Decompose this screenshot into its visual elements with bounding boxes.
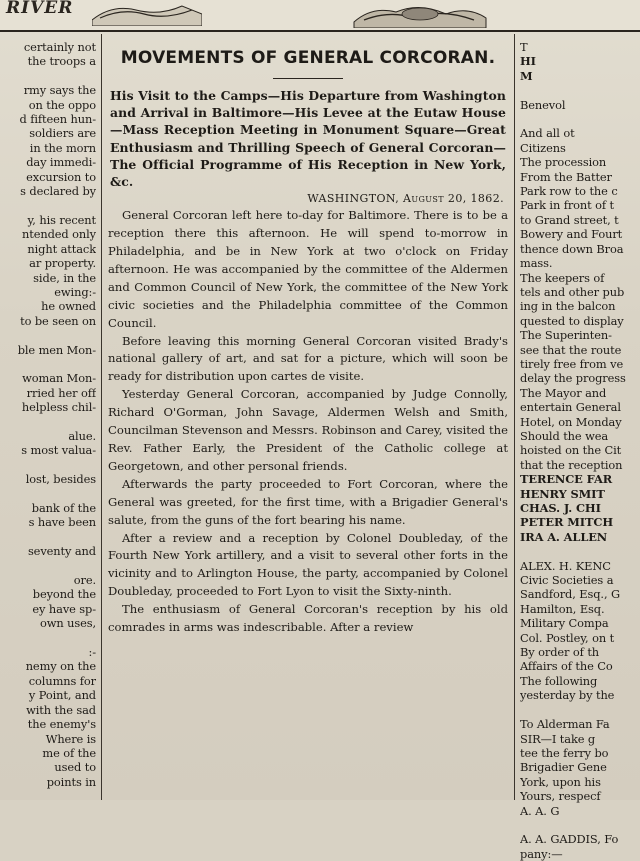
right-column-line: hoisted on the Cit	[520, 443, 622, 458]
right-column-line: And all ot	[520, 126, 575, 141]
left-column-line: ntended only	[21, 227, 96, 242]
left-column-line: s most valua-	[21, 443, 96, 458]
column-rule-right	[514, 34, 515, 800]
left-column-line: excursion to	[26, 169, 96, 184]
left-column-line: me of the	[42, 745, 96, 760]
article-paragraph: After a review and a reception by Colonel Doubleday, of the Fourth New York artillery, and a visit to several other forts in the vicinity and to Arlington House, the party, accompanied by Colonel Doubleday, proceeded to Fort Lyon to visit the Sixty-ninth.	[108, 530, 508, 599]
left-column-line: night attack	[27, 241, 96, 256]
right-column-line: entertain General	[520, 400, 621, 415]
left-column-line	[0, 69, 96, 83]
right-column-line	[520, 818, 640, 832]
right-column-line: ing in the balcon	[520, 299, 616, 314]
right-column-line: A. A. G	[520, 803, 560, 818]
headline-rule	[273, 78, 343, 79]
left-column-line: he owned	[41, 299, 96, 314]
right-column-line: The keepers of	[520, 270, 605, 285]
left-column-line: used to	[54, 760, 96, 775]
right-column-line: Yours, respecf	[520, 789, 601, 804]
left-column-line: in the morn	[29, 140, 96, 155]
left-column-line: ore.	[73, 573, 96, 588]
right-column-line: HI	[520, 54, 536, 69]
right-column-line: tee the ferry bo	[520, 745, 609, 760]
left-column-line: bank of the	[31, 501, 96, 515]
right-column-line: To Alderman Fa	[520, 717, 610, 732]
column-rule-left	[101, 34, 102, 800]
left-column-line: side, in the	[33, 270, 96, 285]
left-column-line: to be seen on	[20, 313, 96, 328]
left-column-line	[0, 559, 96, 573]
left-column-line	[0, 198, 96, 212]
right-column-line: Benevol	[520, 97, 566, 112]
left-column-line: the enemy's	[27, 717, 96, 732]
left-column-line: helpless chil-	[21, 400, 96, 415]
left-column-line: woman Mon-	[22, 371, 96, 386]
left-column-line: seventy and	[27, 544, 96, 559]
article-paragraph: General Corcoran left here to-day for Baltimore. There is to be a reception there this afternoon. He will spend to-morrow in Philadelphia, and be in New York at two o'clock on Friday afternoon. He was accompanied by the committee of the Aldermen and Common Council of New York, the committee of the New York civic societies and the Philadelphia committee of the Common Council.	[108, 208, 508, 330]
engraving-right-illustration	[350, 0, 490, 28]
right-column-fragment	[520, 40, 640, 861]
right-column-line: Sandford, Esq., G	[520, 587, 620, 602]
article-paragraph: Yesterday General Corcoran, accompanied by Judge Connolly, Richard O'Gorman, John Savage, Aldermen Welsh and Smith, Councilman Stevenson and Messrs. Robinson and Carey, visited the Rev. Father Early, the President of the Catholic college at Georgetown, and other personal friends.	[108, 387, 508, 473]
right-column-line: SIR—I take g	[520, 731, 596, 746]
left-column-line	[0, 328, 96, 342]
right-column-line: HENRY SMIT	[520, 486, 605, 501]
right-column-line: tels and other pub	[520, 284, 625, 299]
left-column-line: points in	[46, 774, 96, 789]
left-column-line	[0, 357, 96, 371]
left-column-line: Where is	[45, 731, 96, 746]
left-column-line: rried her off	[26, 385, 96, 400]
right-column-line	[520, 112, 640, 126]
right-column-line: mass.	[520, 256, 553, 271]
right-column-line: Civic Societies a	[520, 573, 614, 588]
left-column-line: ble men Mon-	[17, 342, 96, 357]
right-column-line: From the Batter	[520, 169, 612, 184]
right-column-line: By order of th	[520, 645, 600, 660]
article-paragraph: The enthusiasm of General Corcoran's reception by his old comrades in arms was indescribable. After a review	[108, 602, 508, 635]
left-column-line: columns for	[28, 673, 96, 688]
left-column-line: s have been	[28, 515, 96, 530]
right-column-line: see that the route	[520, 342, 622, 357]
left-column-line: ewing:-	[54, 284, 96, 299]
right-column-line: Affairs of the Co	[520, 659, 613, 674]
left-column-line: lost, besides	[25, 472, 96, 487]
left-column-line: ar property.	[29, 256, 96, 271]
left-column-line: y, his recent	[27, 212, 96, 227]
left-column-line: with the sad	[26, 702, 96, 717]
right-column-line	[520, 544, 640, 558]
left-column-line: s declared by	[20, 184, 96, 199]
left-column-fragment	[0, 40, 96, 789]
left-column-line	[0, 415, 96, 429]
right-column-line: The Mayor and	[520, 385, 607, 400]
right-column-line: The procession	[520, 155, 607, 170]
left-column-line: the troops a	[27, 54, 96, 69]
left-column-line: nemy on the	[25, 659, 96, 674]
right-column-line: The Superinten-	[520, 328, 612, 343]
left-column-line: on the oppo	[28, 97, 96, 112]
right-column-line: that the reception	[520, 457, 623, 472]
left-column-line	[0, 631, 96, 645]
left-column-line	[0, 530, 96, 544]
right-column-line: Hotel, on Monday	[520, 414, 622, 429]
right-column-line: M	[520, 68, 533, 83]
article-paragraph: Afterwards the party proceeded to Fort Corcoran, where the General was greeted, for the first time, with a Brigadier General's salute, from the guns of the fort bearing his name.	[108, 476, 508, 527]
right-column-line	[520, 703, 640, 717]
right-column-line: CHAS. J. CHI	[520, 501, 601, 515]
right-column-line: tirely free from ve	[520, 356, 624, 371]
right-column-line: The following	[520, 673, 598, 688]
right-column-line: Col. Postley, on t	[520, 630, 615, 645]
left-column-line: own uses,	[39, 616, 96, 631]
right-column-line: quested to display	[520, 313, 624, 328]
right-column-line: Park in front of t	[520, 198, 615, 213]
right-column-line: ALEX. H. KENC	[520, 558, 611, 573]
engraving-left-illustration	[92, 0, 202, 26]
right-column-line: pany:—	[520, 846, 563, 861]
right-column-line: Hamilton, Esq.	[520, 601, 605, 616]
right-column-line: to Grand street, t	[520, 212, 619, 227]
article-headline: MOVEMENTS OF GENERAL CORCORAN.	[120, 48, 496, 68]
left-column-line: rmy says the	[23, 83, 96, 98]
article-main	[106, 44, 510, 637]
right-column-line: thence down Broa	[520, 241, 624, 256]
left-column-line: certainly not	[23, 40, 96, 54]
right-column-line: T	[520, 40, 528, 54]
right-column-line: Should the wea	[520, 428, 609, 443]
left-column-line: soldiers are	[29, 126, 96, 141]
right-column-line: Park row to the c	[520, 184, 618, 199]
right-column-line: Brigadier Gene	[520, 760, 607, 775]
left-column-line	[0, 487, 96, 501]
right-column-line: TERENCE FAR	[520, 472, 613, 487]
article-dateline: WASHINGTON, August 20, 1862.	[307, 192, 504, 206]
right-column-line: PETER MITCH	[520, 515, 613, 530]
left-column-line: d fifteen hun-	[19, 112, 96, 127]
right-column-line	[520, 83, 640, 97]
left-column-line	[0, 458, 96, 472]
right-column-line: yesterday by the	[520, 688, 615, 703]
right-column-line: Citizens	[520, 140, 566, 155]
banner-river-text: RIVER	[6, 0, 74, 18]
article-body	[106, 207, 510, 637]
article-paragraph: Before leaving this morning General Corcoran visited Brady's national gallery of art, and sat for a picture, which will soon be ready for distribution upon cartes de visite.	[108, 333, 508, 384]
article-subhead: His Visit to the Camps—His Departure from Washington and Arrival in Baltimore—His Levee at the Eutaw House—Mass Reception Meeting in Monument Square—Great Enthusiasm and Thrilling Speech of General Corcoran—The Official Programme of His Reception in New York, &c.	[110, 88, 506, 190]
right-column-line: York, upon his	[520, 774, 601, 789]
left-column-line: day immedi-	[26, 155, 96, 170]
right-column-line: delay the progress	[520, 371, 626, 386]
left-column-line: alue.	[68, 428, 96, 443]
right-column-line: A. A. GADDIS, Fo	[520, 832, 619, 847]
left-column-line: beyond the	[32, 587, 96, 602]
right-column-line: IRA A. ALLEN	[520, 529, 608, 544]
masthead-banner	[0, 0, 640, 32]
right-column-line: Military Compa	[520, 616, 609, 631]
left-column-line: :-	[88, 645, 96, 660]
right-column-line: Bowery and Fourt	[520, 227, 623, 242]
left-column-line: ey have sp-	[32, 601, 96, 616]
left-column-line: y Point, and	[28, 688, 96, 703]
